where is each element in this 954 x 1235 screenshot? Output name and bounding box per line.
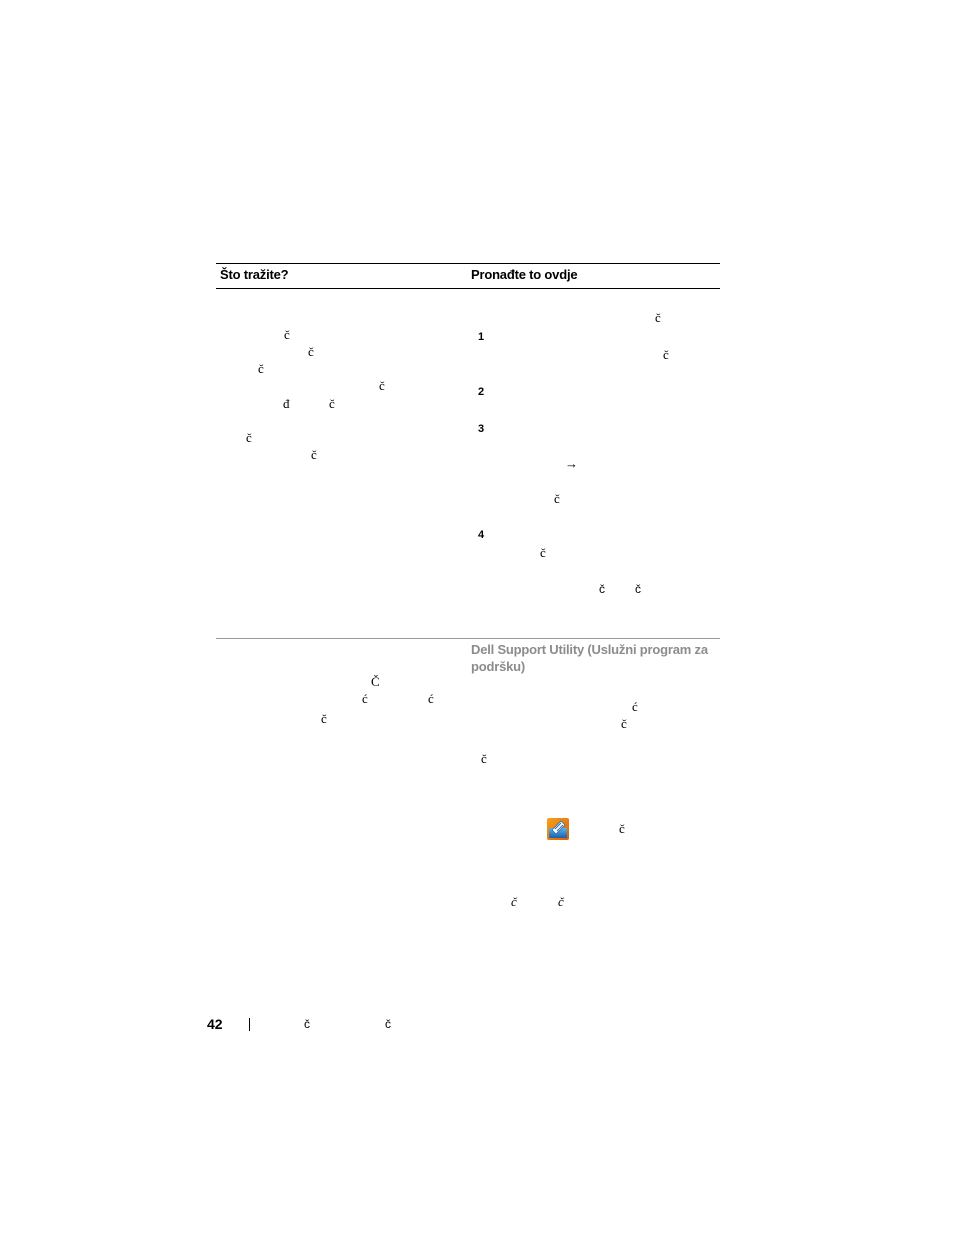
text-fragment: č (284, 327, 290, 342)
table-header-rule (216, 288, 720, 289)
text-fragment: č (540, 545, 546, 560)
text-fragment: č (308, 344, 314, 359)
text-fragment: č (511, 894, 517, 909)
text-fragment: č (304, 1017, 310, 1031)
text-fragment: č (246, 430, 252, 445)
text-fragment: ć (428, 691, 434, 706)
step-number: 4 (478, 529, 485, 541)
text-fragment: č (311, 447, 317, 462)
text-fragment: č (481, 751, 487, 766)
text-fragment: č (655, 310, 661, 325)
table-top-rule (216, 263, 720, 264)
text-fragment: č (621, 716, 627, 731)
text-fragment: č (663, 347, 669, 362)
text-fragment: ć (362, 691, 368, 706)
column-header-where: Pronađte to ovdje (471, 267, 578, 282)
footer-separator (249, 1018, 250, 1031)
text-fragment: č (385, 1017, 391, 1031)
text-fragment: č (379, 378, 385, 393)
arrow-glyph: → (565, 456, 578, 471)
text-fragment: č (321, 711, 327, 726)
text-fragment: đ (283, 396, 290, 411)
step-number: 1 (478, 331, 485, 343)
row-separator (216, 638, 720, 639)
step-number: 2 (478, 386, 485, 398)
text-fragment: č (554, 491, 560, 506)
page-number: 42 (207, 1016, 223, 1032)
text-fragment: č (619, 821, 625, 836)
dell-support-utility-icon[interactable] (547, 818, 569, 840)
text-fragment: č (329, 396, 335, 411)
text-fragment: č (635, 582, 641, 596)
text-fragment: ć (632, 699, 638, 714)
text-fragment: č (258, 361, 264, 376)
text-fragment: Č (371, 674, 380, 689)
column-header-what: Što tražite? (220, 267, 289, 282)
text-fragment: č (599, 582, 605, 596)
step-number: 3 (478, 423, 485, 435)
support-utility-link[interactable]: Dell Support Utility (Uslužni program za podršku) (471, 642, 708, 674)
support-utility-icon-graphic (547, 818, 569, 840)
text-fragment: č (558, 894, 564, 909)
